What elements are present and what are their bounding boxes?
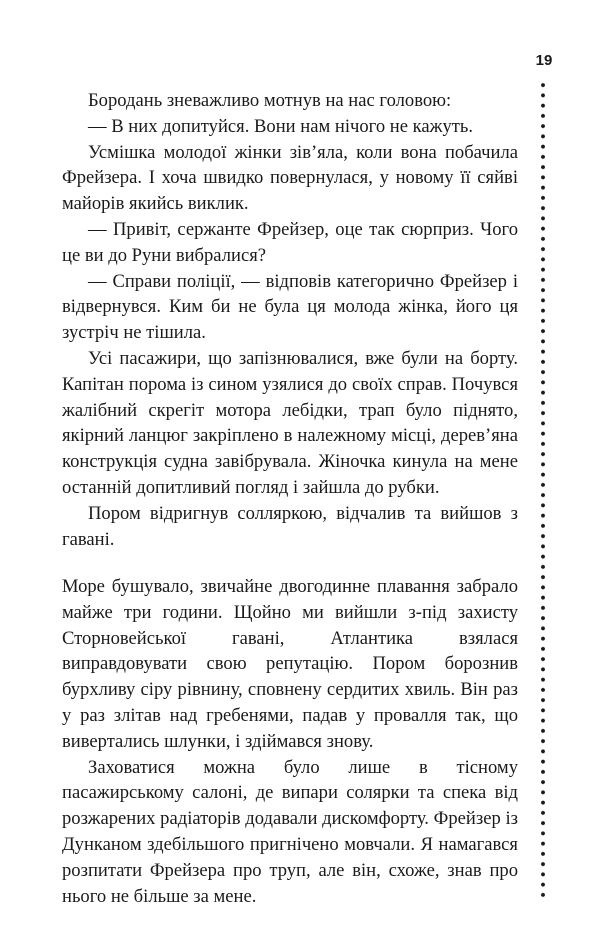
paragraph: Заховатися можна було лише в тісному пасажирському салоні, де випари солярки та спека від розжарених радіаторів додавали дискомфорту. Фрейзер із Дунканом здебільшого пригнічено мовчали. Я намагався розпитати Фрейзера про труп, але він, схоже, знав про нього не більше за мене. (62, 756, 518, 907)
text-section-2 (62, 574, 518, 909)
paragraph: Усмішка молодої жінки зів’яла, коли вона побачила Фрейзера. І хоча швидко повернулася, у новому її сяйві майорів якийсь виклик. (62, 141, 518, 215)
paragraph: — Справи поліції, — відповів категорично Фрейзер і відвернувся. Ким би не була ця молода жінка, його ця зустріч не тішила. (62, 270, 518, 344)
paragraph: Пором відригнув солляркою, відчалив та вийшов з гавані. (62, 502, 518, 550)
text-section-1 (62, 88, 518, 552)
paragraph: Бородань зневажливо мотнув на нас головою: (88, 90, 452, 111)
paragraph: — Привіт, сержанте Фрейзер, оце так сюрприз. Чого це ви до Руни вибралися? (62, 218, 518, 266)
paragraph: — В них допитуйся. Вони нам нічого не кажуть. (88, 115, 474, 137)
dotted-margin-decoration (540, 80, 546, 900)
paragraph: Усі пасажири, що запізнювалися, вже були на борту. Капітан порома із сином узялися до своїх справ. Почувся жалібний скрегіт мотора лебідки, трап було піднято, якірний ланцюг закріплено в належному місці, дерев’яна конструкція судна завібрувала. Жіночка кинула на мене останній допитливий погляд і зайшла до рубки. (62, 347, 518, 498)
page-number: 19 (535, 52, 553, 69)
paragraph: Море бушувало, звичайне двогодинне плавання забрало майже три години. Щойно ми вийшли з-під захисту Сторновейської гавані, Атлантика взялася виправдовувати свою репутацію. Пором борознив бурхливу сіру рівнину, сповнену сердитих хвиль. Він раз у раз злітав над гребенями, падав у провалля так, що вивертались шлунки, і здіймався знову. (62, 576, 518, 752)
